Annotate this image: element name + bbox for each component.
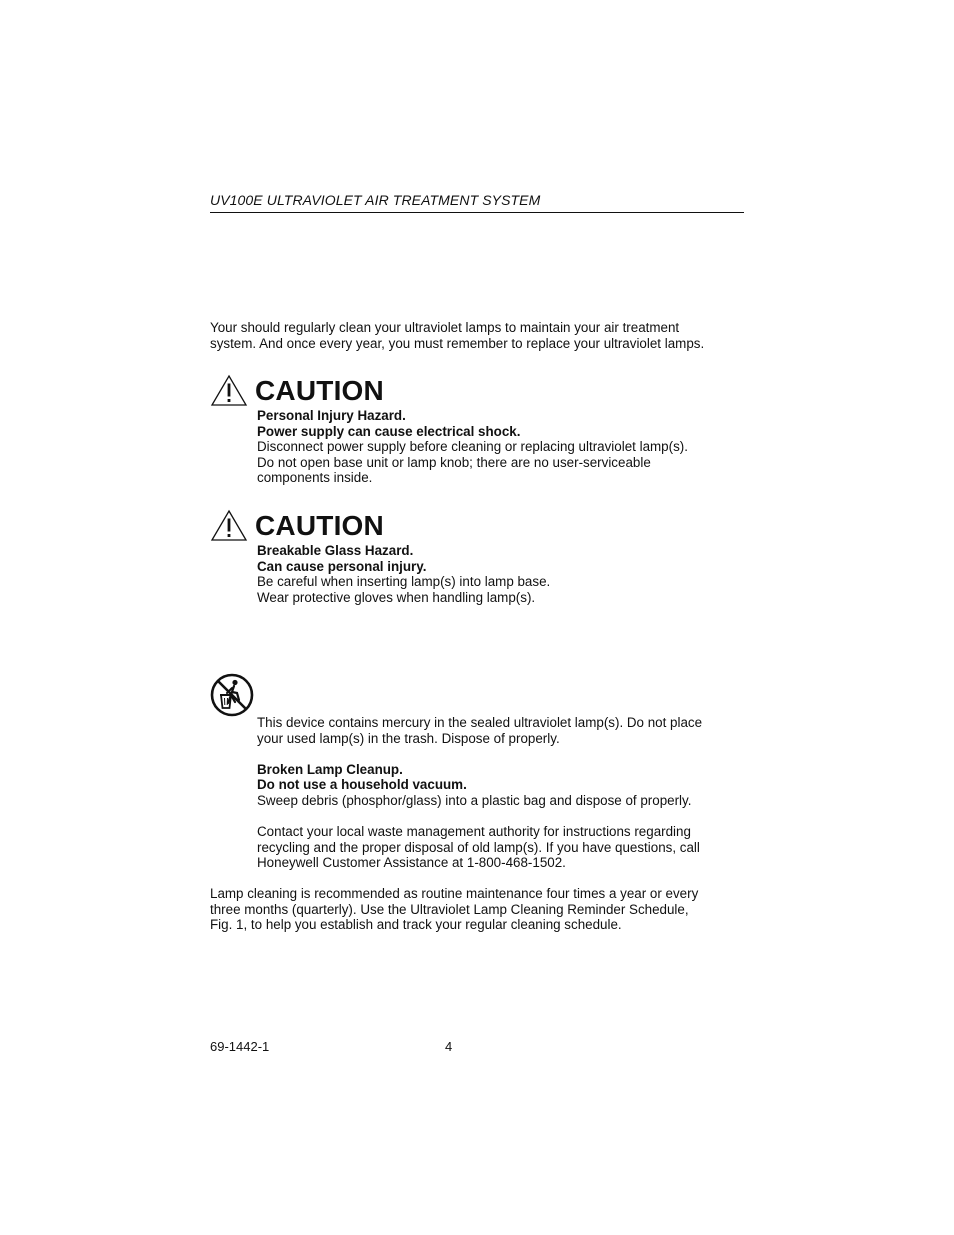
cleanup-warning: Do not use a household vacuum. [257,777,467,793]
contact-text-line: recycling and the proper disposal of old lamp(s). If you have questions, call [257,839,700,855]
document-number: 69-1442-1 [210,1039,270,1054]
page-header-title: UV100E ULTRAVIOLET AIR TREATMENT SYSTEM [210,192,541,208]
closing-line: Fig. 1, to help you establish and track your regular cleaning schedule. [210,917,622,933]
caution-block-electrical [210,374,750,486]
caution-text-line: Disconnect power supply before cleaning or replacing ultraviolet lamp(s). [257,439,688,455]
caution-hazard-subtitle: Power supply can cause electrical shock. [257,423,521,439]
cleanup-text-line: Sweep debris (phosphor/glass) into a plastic bag and dispose of properly. [257,792,692,808]
caution-heading [210,509,750,543]
cleaning-schedule-paragraph [210,886,750,933]
mercury-disposal-section [257,715,747,871]
caution-block-glass [210,509,750,605]
caution-text-line: Be careful when inserting lamp(s) into lamp base. [257,574,551,590]
contact-text-line: Honeywell Customer Assistance at 1-800-468-1502. [257,855,566,871]
caution-hazard-title: Personal Injury Hazard. [257,408,406,423]
header-divider [210,212,744,213]
intro-line: system. And once every year, you must remember to replace your ultraviolet lamps. [210,335,705,351]
caution-label: CAUTION [255,375,384,406]
caution-body [257,408,750,486]
closing-line: three months (quarterly). Use the Ultraviolet Lamp Cleaning Reminder Schedule, [210,901,689,917]
paragraph-spacer [257,746,747,762]
paragraph-spacer [257,809,747,825]
caution-hazard-title: Breakable Glass Hazard. [257,543,414,558]
contact-text-line: Contact your local waste management authority for instructions regarding [257,824,691,840]
mercury-text-line: This device contains mercury in the sealed ultraviolet lamp(s). Do not place [257,715,703,730]
intro-line: Your should regularly clean your ultraviolet lamps to maintain your air treatment [210,320,680,335]
caution-heading [210,374,750,408]
caution-body [257,543,750,605]
no-trash-disposal-icon [210,673,254,717]
caution-text-line: components inside. [257,470,373,486]
cleanup-title: Broken Lamp Cleanup. [257,761,403,777]
caution-hazard-subtitle: Can cause personal injury. [257,558,427,574]
intro-paragraph [210,320,750,351]
closing-line: Lamp cleaning is recommended as routine maintenance four times a year or every [210,886,699,901]
warning-triangle-icon [210,374,248,408]
mercury-text-line: your used lamp(s) in the trash. Dispose of properly. [257,730,560,746]
warning-triangle-icon [210,509,248,543]
page-number: 4 [445,1039,453,1054]
caution-text-line: Do not open base unit or lamp knob; there are no user-serviceable [257,454,651,470]
caution-text-line: Wear protective gloves when handling lamp(s). [257,589,536,605]
caution-label: CAUTION [255,510,384,541]
